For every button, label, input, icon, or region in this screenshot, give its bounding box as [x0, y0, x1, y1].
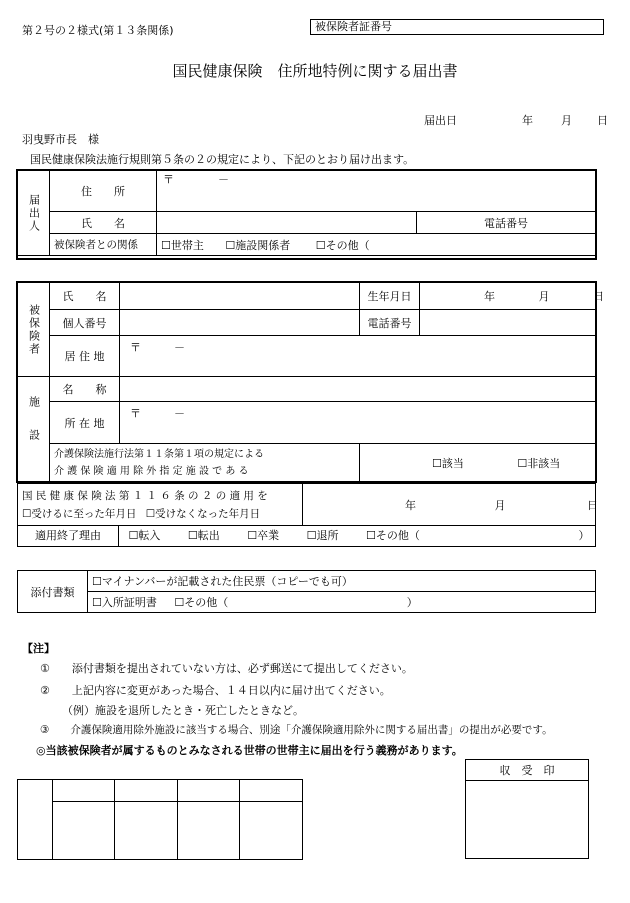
- notifier-name-label: 氏 名: [50, 212, 157, 234]
- notifier-table: [17, 170, 596, 256]
- notes-heading: 【注】: [22, 642, 55, 655]
- attachment-row2: [88, 592, 596, 613]
- facility-section-label: 施設: [18, 377, 50, 482]
- dob-day-unit: 日: [593, 290, 604, 303]
- date-year-unit: 年: [522, 114, 533, 127]
- attachment-other-close: ）: [406, 596, 418, 609]
- residence-field[interactable]: [120, 336, 596, 377]
- application-day-unit: 日: [587, 498, 598, 512]
- termination-other-close: ）: [578, 529, 590, 542]
- note-item-3: ③ 介護保険適用除外施設に該当する場合、別途「介護保険適用除外に関する届出書」の提出が必要です。: [40, 724, 553, 736]
- exclusion-law-line2: 介 護 保 険 適 用 除 外 指 定 施 設 で あ る: [54, 465, 249, 477]
- facility-location-label: 所 在 地: [50, 402, 120, 444]
- notifier-address-field[interactable]: [157, 171, 596, 212]
- attachment-admission-cert-checkbox[interactable]: ☐入所証明書: [92, 596, 157, 609]
- office-use-cell: [115, 780, 178, 802]
- application-month-unit: 月: [494, 498, 506, 512]
- relation-householder-checkbox[interactable]: ☐世帯主: [161, 238, 204, 252]
- office-use-cell: [240, 780, 303, 802]
- attachment-other-checkbox[interactable]: ☐その他（: [174, 596, 229, 609]
- insured-table: [17, 282, 604, 482]
- insured-cert-number-field[interactable]: [310, 19, 604, 35]
- termination-row: [18, 526, 596, 547]
- residence-postal: 〒 －: [130, 341, 185, 354]
- dob-year-unit: 年: [484, 290, 495, 303]
- individual-number-field[interactable]: [120, 310, 360, 336]
- termination-other-checkbox[interactable]: ☐その他（: [366, 529, 420, 542]
- note-obligation: ◎当該被保険者が属するものとみなされる世帯の世帯主に届出を行う義務があります。: [36, 744, 463, 757]
- receipt-stamp-box: [465, 759, 589, 859]
- relation-label: 被保険者との関係: [50, 234, 157, 256]
- facility-name-label: 名 称: [50, 377, 120, 402]
- attachment-resident-record-checkbox[interactable]: ☐マイナンバーが記載された住民票（コピーでも可）: [88, 571, 596, 592]
- relation-facility-checkbox[interactable]: ☐施設関係者: [225, 238, 291, 252]
- office-use-cell: [240, 802, 303, 860]
- exclusion-law-line1: 介護保険法施行法第１１条第１項の規定による: [54, 448, 264, 460]
- exclusion-applicable-checkbox[interactable]: ☐該当: [432, 456, 464, 470]
- attachments-table: [17, 570, 596, 613]
- insured-section-label: 被保険者: [18, 283, 50, 377]
- office-use-cell: [53, 802, 115, 860]
- residence-label: 居 住 地: [50, 336, 120, 377]
- form-number: 第２号の２様式(第１３条関係): [22, 24, 174, 37]
- notifier-name-field[interactable]: [157, 212, 417, 234]
- intro-text: 国民健康保険法施行規則第５条の２の規定により、下記のとおり届け出ます。: [30, 153, 415, 166]
- dob-label: 生年月日: [360, 283, 420, 310]
- application-start-checkbox[interactable]: ☐受けるに至った年月日: [22, 507, 137, 520]
- application-end-checkbox[interactable]: ☐受けなくなった年月日: [145, 507, 261, 520]
- application-year-unit: 年: [405, 498, 416, 512]
- relation-options: [157, 234, 596, 256]
- note-item-2: ② 上記内容に変更があった場合、１４日以内に届け出てください。: [40, 684, 391, 697]
- termination-discharge-checkbox[interactable]: ☐退所: [306, 529, 339, 542]
- office-use-cell: [18, 780, 53, 860]
- termination-label: 適用終了理由: [18, 526, 119, 546]
- termination-graduation-checkbox[interactable]: ☐卒業: [247, 529, 280, 542]
- attachments-label: 添付書類: [18, 571, 88, 613]
- insured-name-field[interactable]: [120, 283, 360, 310]
- individual-number-label: 個人番号: [50, 310, 120, 336]
- notifier-postal: 〒 －: [163, 173, 229, 186]
- insured-cert-label: 被保険者証番号: [315, 20, 392, 33]
- termination-move-in-checkbox[interactable]: ☐転入: [128, 529, 161, 542]
- note-item-2-example: （例）施設を退所したとき・死亡したときなど。: [62, 704, 304, 717]
- page-title: 国民健康保険 住所地特例に関する届出書: [172, 62, 458, 80]
- facility-postal: 〒 －: [130, 407, 185, 420]
- application-question: [18, 484, 303, 526]
- receipt-stamp-area: [466, 781, 589, 859]
- application-line1: 国 民 健 康 保 険 法 第 １ １ ６ 条 の ２ の 適 用 を: [22, 489, 268, 502]
- application-date-field[interactable]: [303, 484, 596, 526]
- date-day-unit: 日: [597, 114, 608, 127]
- date-label: 届出日: [424, 114, 457, 127]
- application-table: [17, 483, 596, 547]
- office-use-grid: [17, 779, 303, 860]
- insured-phone-field[interactable]: [420, 310, 596, 336]
- exclusion-options: [360, 444, 596, 482]
- note-item-1: ① 添付書類を提出されていない方は、必ず郵送にて提出してください。: [40, 662, 413, 675]
- addressee: 羽曳野市長 様: [22, 133, 99, 146]
- notifier-section-label: 届出人: [18, 171, 50, 256]
- dob-field[interactable]: [420, 283, 604, 310]
- termination-move-out-checkbox[interactable]: ☐転出: [187, 529, 220, 542]
- insured-name-label: 氏 名: [50, 283, 120, 310]
- facility-name-field[interactable]: [120, 377, 596, 402]
- relation-other-checkbox[interactable]: ☐その他（: [315, 238, 370, 252]
- office-use-cell: [178, 802, 240, 860]
- office-use-cell: [53, 780, 115, 802]
- office-use-cell: [178, 780, 240, 802]
- date-month-unit: 月: [561, 114, 572, 127]
- notifier-address-label: 住 所: [50, 171, 157, 212]
- exclusion-not-applicable-checkbox[interactable]: ☐非該当: [517, 456, 561, 470]
- dob-month-unit: 月: [538, 290, 550, 303]
- receipt-label: 収 受 印: [466, 760, 589, 781]
- insured-phone-label: 電話番号: [360, 310, 420, 336]
- office-use-cell: [115, 802, 178, 860]
- exclusion-facility-question: [50, 444, 360, 482]
- notifier-phone-label: 電話番号: [417, 212, 596, 234]
- facility-location-field[interactable]: [120, 402, 596, 444]
